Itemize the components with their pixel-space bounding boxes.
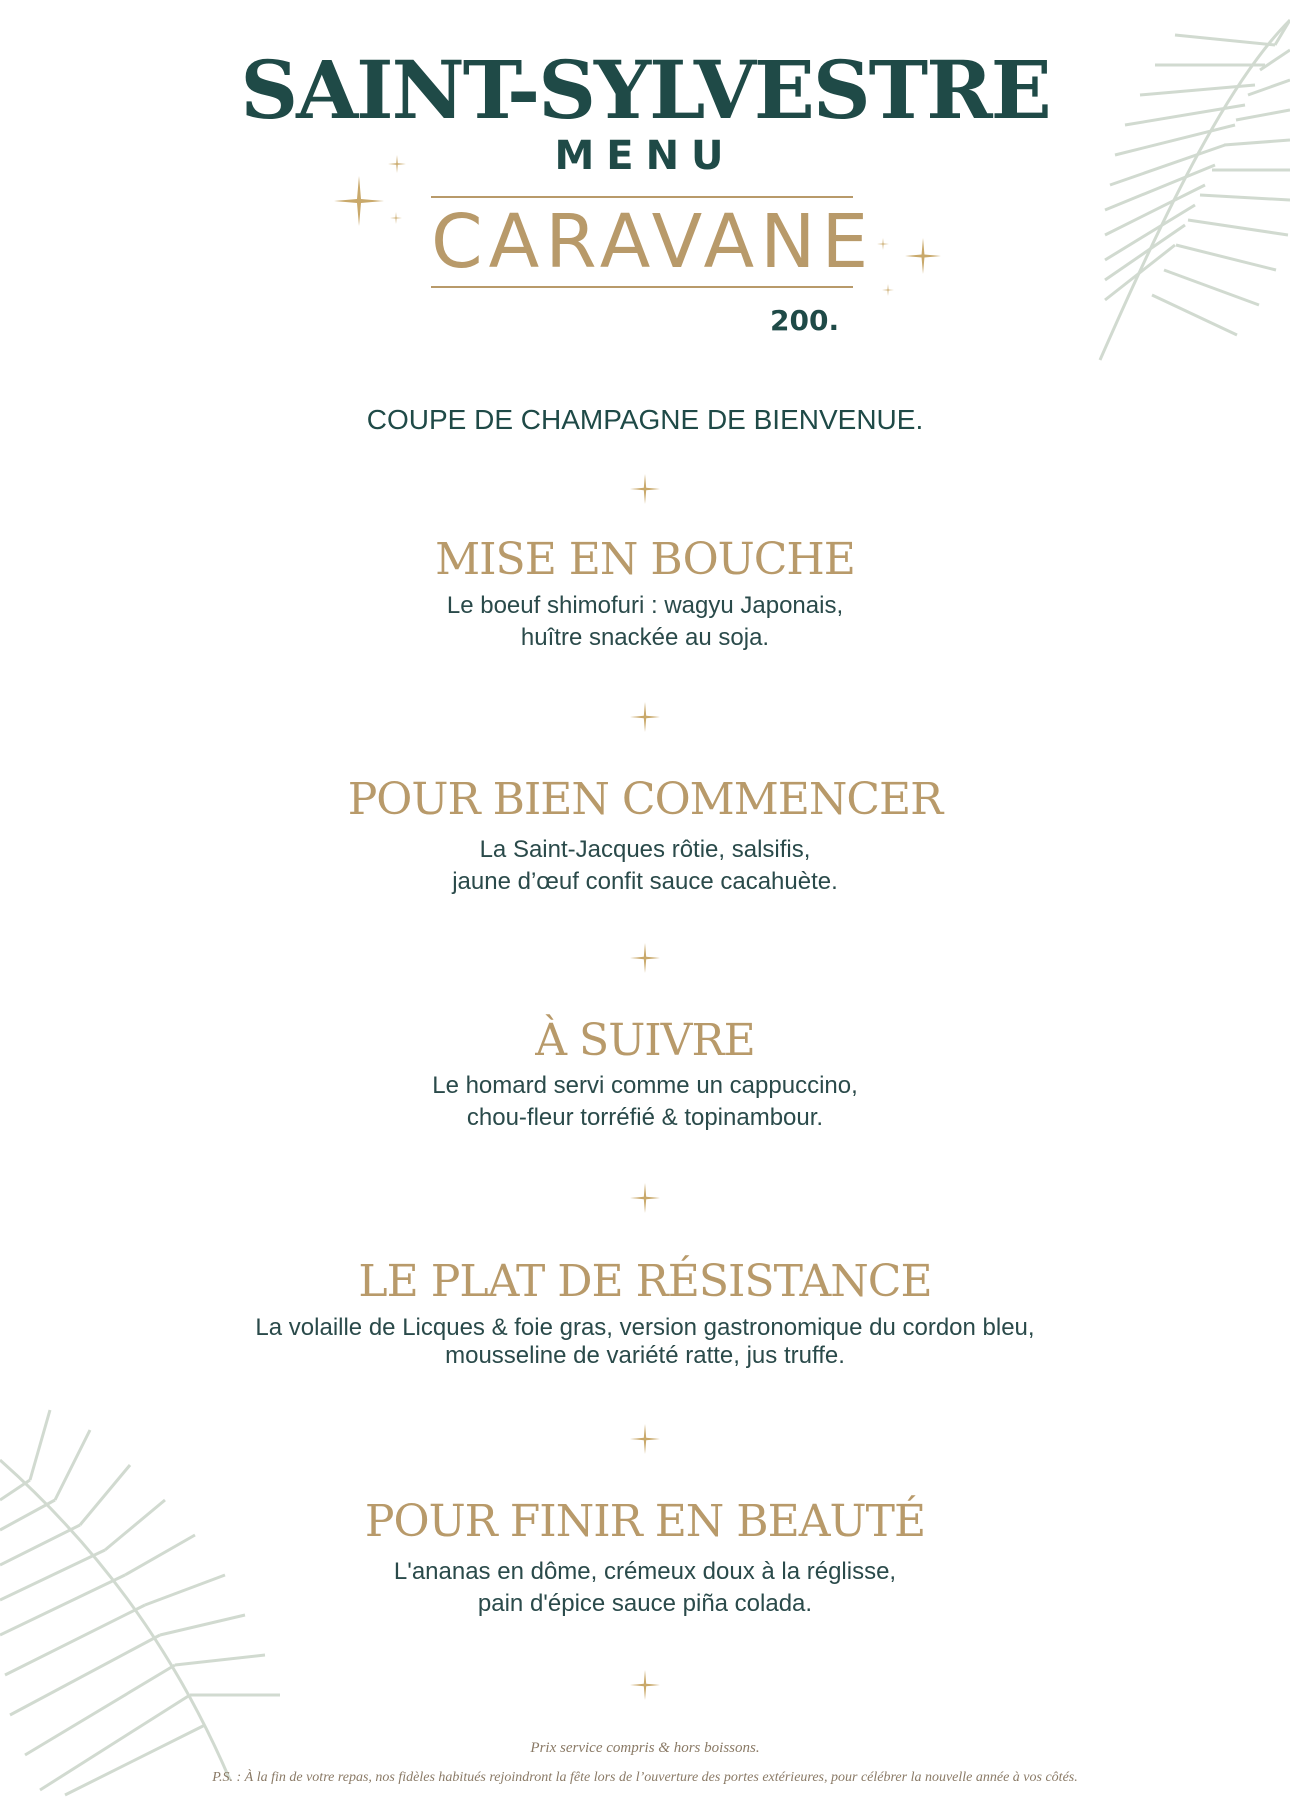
course-title: POUR BIEN COMMENCER	[347, 774, 943, 825]
sparkle-star-icon	[905, 238, 941, 274]
price-note: Prix service compris & hors boissons.	[530, 1740, 760, 1756]
sparkle-star-icon	[630, 1183, 660, 1213]
course-description-line: chou-fleur torréfié & topinambour.	[466, 1104, 824, 1131]
course-title: MISE EN BOUCHE	[435, 534, 855, 585]
course-description-line: jaune d’œuf confit sauce cacahuète.	[452, 868, 838, 895]
welcome-line: COUPE DE CHAMPAGNE DE BIENVENUE.	[366, 404, 924, 435]
course-description-line: La Saint-Jacques rôtie, salsifis,	[479, 836, 811, 863]
page-title: SAINT-SYLVESTRE	[240, 43, 1050, 137]
course-description-line: L'ananas en dôme, crémeux doux à la réglisse,	[393, 1558, 897, 1585]
menu-subtitle: MENU	[554, 133, 736, 179]
course-title: LE PLAT DE RÉSISTANCE	[358, 1256, 932, 1307]
sparkle-star-icon	[334, 176, 384, 226]
course-description-line: mousseline de variété ratte, jus truffe.	[445, 1342, 845, 1369]
sparkle-star-icon	[630, 1670, 660, 1700]
sparkle-star-icon	[390, 212, 402, 224]
sparkle-star-icon	[882, 284, 894, 296]
sparkle-star-icon	[388, 155, 406, 173]
sparkle-star-icon	[630, 702, 660, 732]
course-title: À SUIVRE	[535, 1015, 755, 1066]
sparkle-star-icon	[877, 238, 889, 250]
course-description-line: pain d'épice sauce piña colada.	[477, 1590, 813, 1617]
sparkle-star-icon	[630, 1424, 660, 1454]
menu-price: 200.	[770, 304, 840, 337]
postscript-note: P.S. : À la fin de votre repas, nos fidèles habitués rejoindront la fête lors de l’ouverture des portes extérieures, pour célébrer la nouvelle année à vos côtés.	[212, 1770, 1078, 1785]
course-title: POUR FINIR EN BEAUTÉ	[364, 1496, 926, 1547]
course-description-line: Le homard servi comme un cappuccino,	[432, 1072, 858, 1099]
course-description-line: huître snackée au soja.	[520, 624, 770, 651]
course-description-line: Le boeuf shimofuri : wagyu Japonais,	[446, 592, 844, 619]
brand-name: CARAVANE	[431, 199, 875, 285]
course-description-line: La volaille de Licques & foie gras, version gastronomique du cordon bleu,	[255, 1314, 1035, 1341]
brand-frame	[431, 196, 875, 288]
sparkle-star-icon	[630, 943, 660, 973]
sparkle-star-icon	[630, 474, 660, 504]
